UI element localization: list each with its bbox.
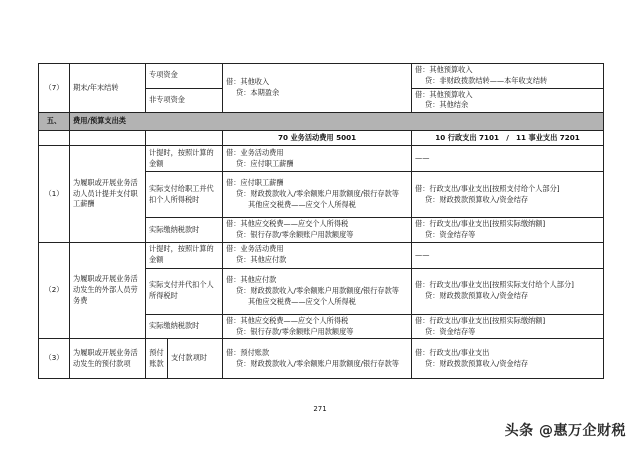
budget-entry bbox=[412, 314, 604, 339]
section-title: 费用/预算支出类 bbox=[70, 113, 604, 131]
financial-entry bbox=[223, 218, 412, 243]
sub-label: 实际支付给职工并代扣个人所得税时 bbox=[146, 172, 223, 218]
row-label: 为履职或开展业务活动发生的外部人员劳务费 bbox=[70, 242, 146, 339]
page-number: 271 bbox=[313, 405, 327, 413]
row-label: 为履职或开展业务活动人员计提并支付职工薪酬 bbox=[70, 146, 146, 243]
sub-label: 实际缴纳税款时 bbox=[146, 218, 223, 243]
entry-line: 贷：资金结存等 bbox=[425, 326, 476, 336]
budget-entry: —— bbox=[412, 146, 604, 172]
section-number: 五、 bbox=[39, 113, 70, 131]
financial-entry bbox=[223, 268, 412, 314]
row-label: 为履职或开展业务活动发生的预付款项 bbox=[70, 339, 146, 379]
entry-line: 借：其他应交税费——应交个人所得税 bbox=[226, 315, 349, 325]
financial-entry bbox=[223, 64, 412, 113]
entry-line: 借：其他应付款 bbox=[226, 275, 277, 285]
accounting-table bbox=[38, 63, 604, 379]
entry-line: 贷：财政拨款收入/零余额账户用款额度/银行存款等 bbox=[236, 358, 399, 368]
sub-label: 预付账款 bbox=[146, 339, 168, 379]
entry-line: 贷：银行存款/零余额账户用款额度等 bbox=[236, 229, 354, 239]
entry-line: 借：业务活动费用 bbox=[226, 244, 284, 254]
sub-label: 实际支付并代扣个人所得税时 bbox=[146, 268, 223, 314]
sub-label: 支付款项时 bbox=[168, 339, 223, 379]
row-number: （2） bbox=[39, 242, 70, 339]
entry-line: 贷：其他结余 bbox=[425, 100, 469, 110]
sub-label: 专项资金 bbox=[146, 64, 223, 89]
entry-line: 贷：资金结存等 bbox=[425, 229, 476, 239]
sub-label: 计提时，按照计算的金额 bbox=[146, 146, 223, 172]
account-header bbox=[39, 131, 604, 146]
entry-line: 其他应交税费——应交个人所得税 bbox=[248, 296, 356, 306]
financial-entry bbox=[223, 146, 412, 172]
entry-line: 贷：应付职工薪酬 bbox=[236, 158, 294, 168]
table-row bbox=[39, 146, 604, 172]
entry-line: 贷：本期盈余 bbox=[236, 88, 280, 98]
entry-line: 贷：财政拨款预算收入/资金结存 bbox=[425, 291, 529, 301]
financial-entry bbox=[223, 242, 412, 268]
entry-line: 贷：银行存款/零余额账户用款额度等 bbox=[236, 326, 354, 336]
budget-entry bbox=[412, 88, 604, 113]
entry-line: 借：行政支出/事业支出[按照支付给个人部分] bbox=[415, 183, 560, 193]
row-label: 期末/年末结转 bbox=[70, 64, 146, 113]
table-row bbox=[39, 339, 604, 379]
budget-entry bbox=[412, 64, 604, 89]
financial-account-header: 70 业务活动费用 5001 bbox=[223, 131, 412, 146]
table-row bbox=[39, 242, 604, 268]
financial-entry bbox=[223, 339, 412, 379]
entry-line: 借：预付账款 bbox=[226, 348, 270, 358]
entry-line: 借：其他应交税费——应交个人所得税 bbox=[226, 219, 349, 229]
entry-line: 贷：财政拨款收入/零余额账户用款额度/银行存款等 bbox=[236, 285, 399, 295]
entry-line: 借：其他预算收入 bbox=[415, 89, 473, 99]
entry-line: 借：行政支出/事业支出[按照实际缴纳额] bbox=[415, 219, 546, 229]
sub-label: 计提时，按照计算的金额 bbox=[146, 242, 223, 268]
row-number: （1） bbox=[39, 146, 70, 243]
section-header bbox=[39, 113, 604, 131]
table-row bbox=[39, 64, 604, 89]
watermark: 头条 @惠万企财税 bbox=[504, 423, 626, 439]
entry-line: 借：应付职工薪酬 bbox=[226, 178, 284, 188]
entry-line: 借：业务活动费用 bbox=[226, 147, 284, 157]
sub-label: 非专项资金 bbox=[146, 88, 223, 113]
budget-entry bbox=[412, 268, 604, 314]
entry-line: 借：行政支出/事业支出 bbox=[415, 348, 490, 358]
budget-entry bbox=[412, 218, 604, 243]
budget-account-header: 10 行政支出 7101 / 11 事业支出 7201 bbox=[412, 131, 604, 146]
entry-line: 贷：财政拨款收入/零余额账户用款额度/银行存款等 bbox=[236, 189, 399, 199]
row-number: （3） bbox=[39, 339, 70, 379]
entry-line: 借：行政支出/事业支出[按照实际支付给个人部分] bbox=[415, 280, 574, 290]
financial-entry bbox=[223, 314, 412, 339]
entry-line: 贷：财政拨款预算收入/资金结存 bbox=[425, 358, 529, 368]
financial-entry bbox=[223, 172, 412, 218]
entry-line: 贷：非财政拨款结转——本年收支结转 bbox=[425, 75, 548, 85]
entry-line: 贷：财政拨款预算收入/资金结存 bbox=[425, 194, 529, 204]
entry-line: 借：行政支出/事业支出[按照实际缴纳额] bbox=[415, 315, 546, 325]
budget-entry bbox=[412, 172, 604, 218]
entry-line: 借：其他收入 bbox=[226, 77, 270, 87]
entry-line: 借：其他预算收入 bbox=[415, 65, 473, 74]
row-number: （7） bbox=[39, 64, 70, 113]
budget-entry bbox=[412, 339, 604, 379]
entry-line: 贷：其他应付款 bbox=[236, 255, 287, 265]
sub-label: 实际缴纳税款时 bbox=[146, 314, 223, 339]
budget-entry: —— bbox=[412, 242, 604, 268]
entry-line: 其他应交税费——应交个人所得税 bbox=[248, 200, 356, 210]
